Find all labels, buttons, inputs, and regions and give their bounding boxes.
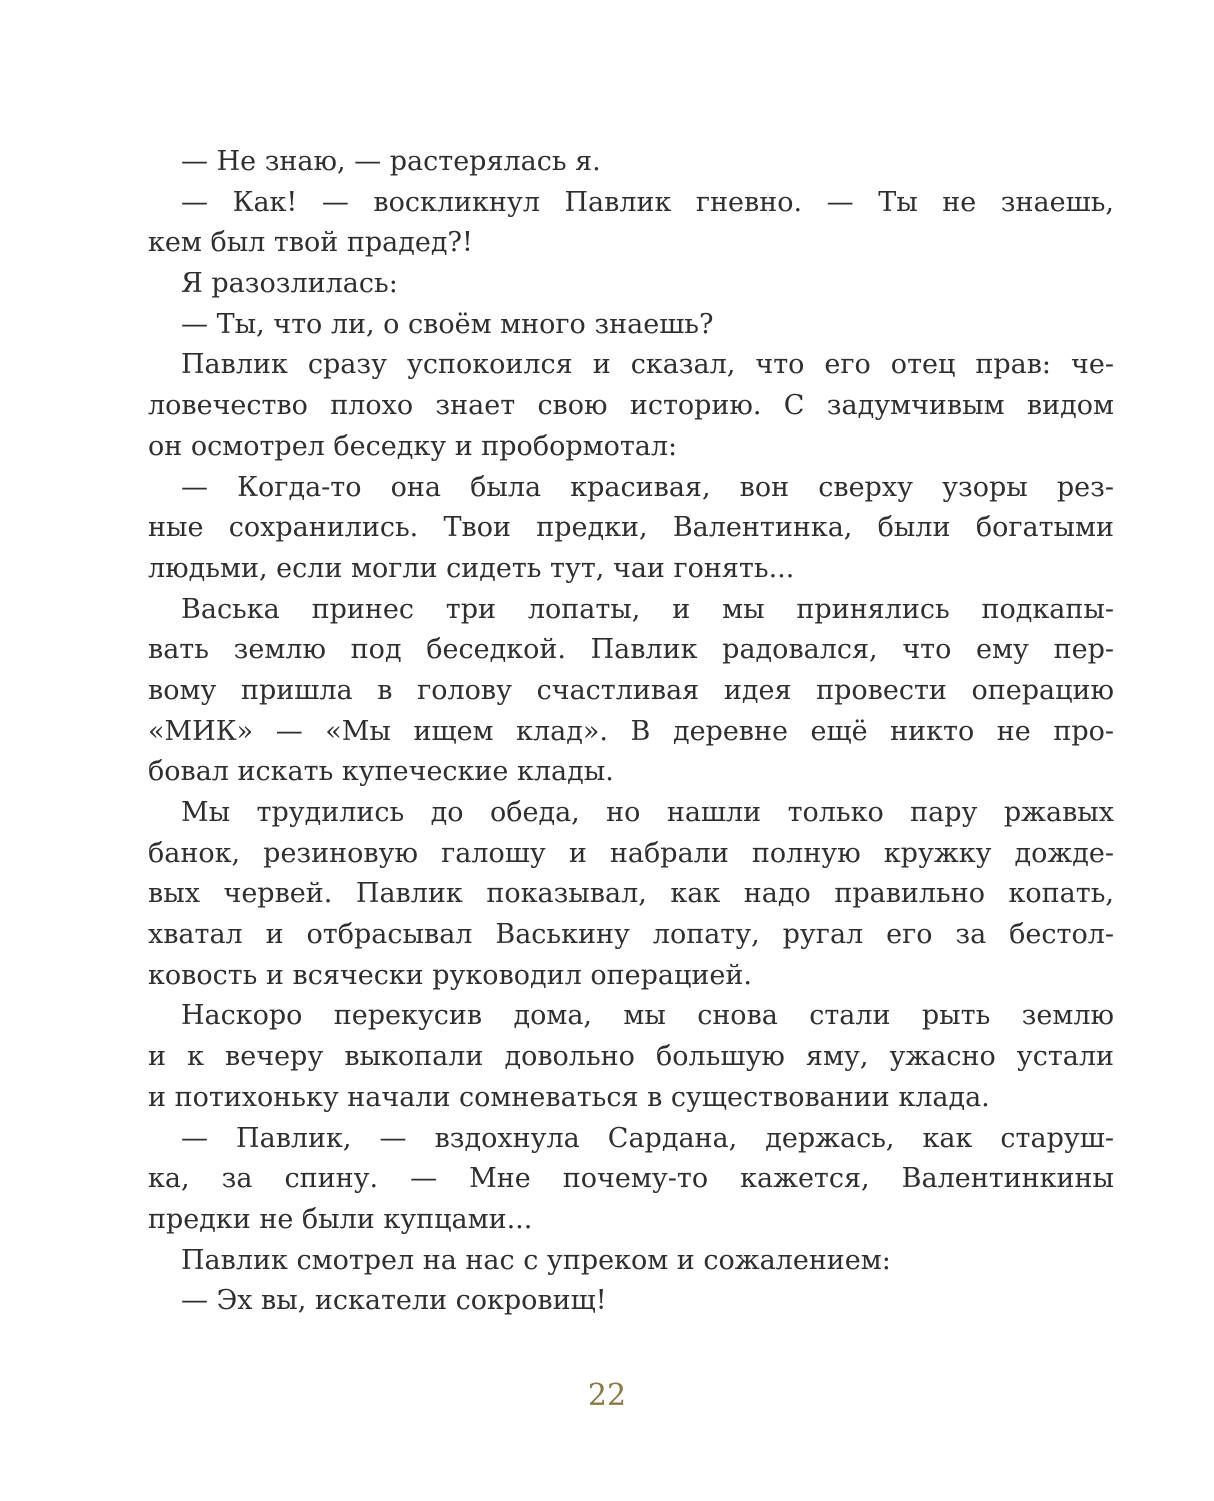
text-line: людьми, если могли сидеть тут, чаи гонять...	[148, 552, 795, 584]
text-line: ные сохранились. Твои предки, Валентинка, были богатыми	[148, 512, 1114, 544]
text-line: — Не знаю, — растерялась я.	[181, 146, 601, 177]
text-line: Наскоро перекусив дома, мы снова стали рыть землю	[181, 1000, 1114, 1032]
text-line: вому пришла в голову счастливая идея провести операцию	[148, 674, 1114, 706]
text-line: ка, за спину. — Мне почему-то кажется, Валентинкины	[148, 1163, 1114, 1195]
text-line: «МИК» — «Мы ищем клад». В деревне ещё никто не про-	[148, 715, 1114, 747]
text-line: кем был твой прадед?!	[148, 227, 473, 259]
text-line: — Эх вы, искатели сокровищ!	[181, 1285, 607, 1317]
text-line: Мы трудились до обеда, но нашли только пару ржавых	[181, 797, 1114, 828]
text-line: Павлик смотрел на нас с упреком и сожалением:	[181, 1244, 891, 1276]
text-line: — Ты, что ли, о своём много знаешь?	[181, 308, 714, 340]
book-page-text	[148, 142, 1114, 1322]
text-line: ловечество плохо знает свою историю. С задумчивым видом	[148, 390, 1114, 422]
text-line: и к вечеру выкопали довольно большую яму, ужасно устали	[148, 1041, 1114, 1073]
text-line: хватал и отбрасывал Васькину лопату, ругал его за бестол-	[148, 919, 1114, 951]
text-line: — Когда-то она была красивая, вон сверху узоры рез-	[181, 471, 1114, 503]
text-line: — Как! — воскликнул Павлик гневно. — Ты не знаешь,	[181, 186, 1114, 218]
text-line: бовал искать купеческие клады.	[148, 756, 614, 788]
text-line: предки не были купцами...	[148, 1203, 533, 1235]
text-line: он осмотрел беседку и пробормотал:	[148, 430, 678, 462]
text-line: Васька принес три лопаты, и мы принялись подкапы-	[181, 593, 1114, 625]
text-line: — Павлик, — вздохнула Сардана, держась, как старуш-	[181, 1122, 1114, 1154]
text-line: Я разозлилась:	[181, 268, 398, 300]
page-number: 22	[587, 1378, 627, 1413]
text-line: ковость и всячески руководил операцией.	[148, 959, 752, 991]
text-line: Павлик сразу успокоился и сказал, что его отец прав: че-	[181, 349, 1114, 381]
text-line: вать землю под беседкой. Павлик радовался, что ему пер-	[148, 634, 1114, 666]
text-line: и потихоньку начали сомневаться в существовании клада.	[148, 1081, 990, 1113]
text-line: банок, резиновую галошу и набрали полную кружку дожде-	[148, 837, 1114, 869]
text-line: вых червей. Павлик показывал, как надо правильно копать,	[148, 878, 1114, 910]
